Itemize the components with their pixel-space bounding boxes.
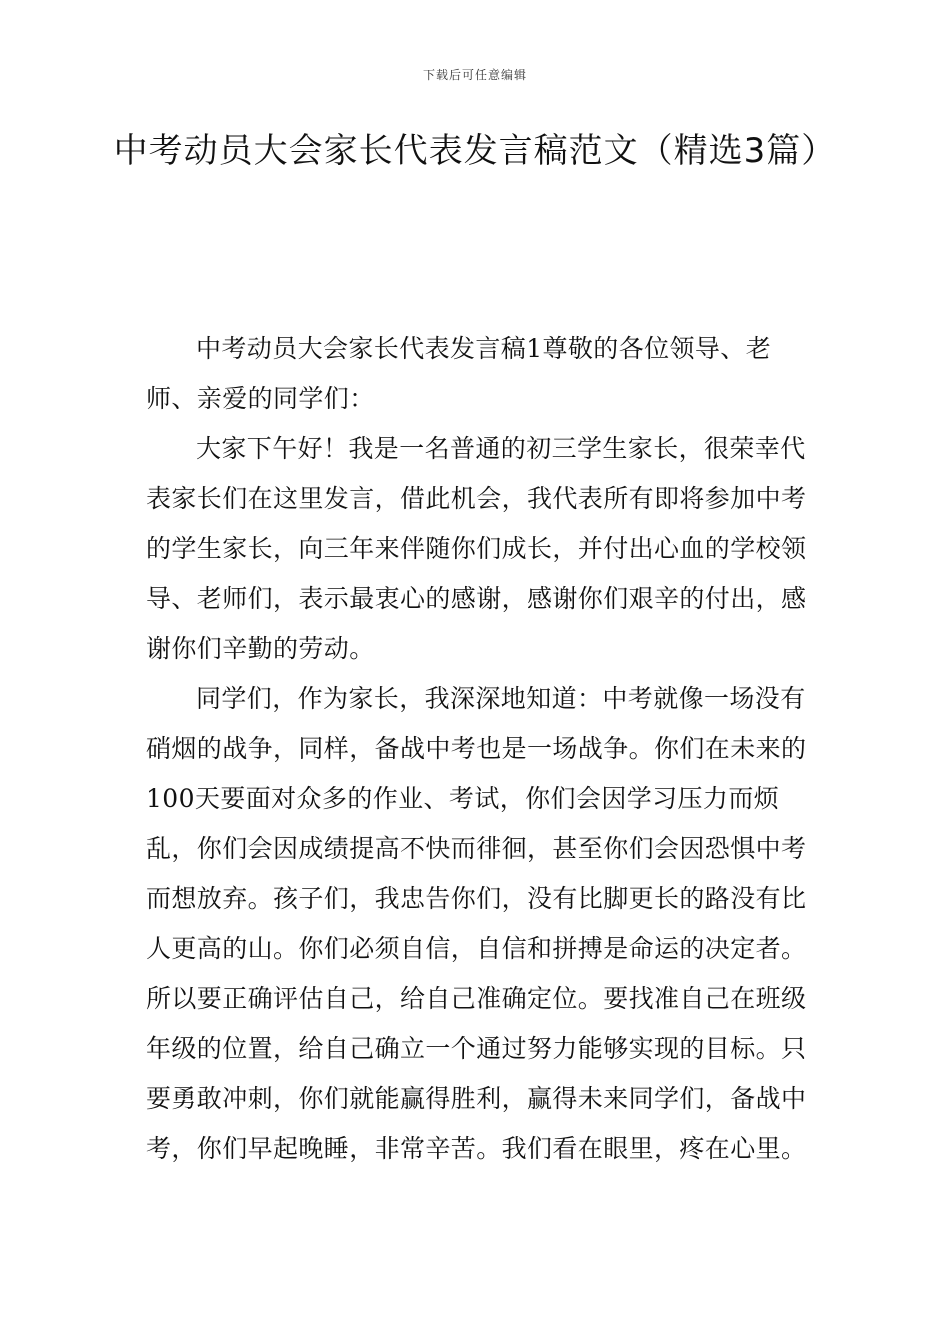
paragraph-encouragement: 同学们，作为家长，我深深地知道：中考就像一场没有硝烟的战争，同样，备战中考也是一场战争。你们在未来的100天要面对众多的作业、考试，你们会因学习压力而烦乱，你们会因成绩提高不快而徘徊，甚至你们会因恐惧中考而想放弃。孩子们，我忠告你们，没有比脚更长的路没有比人更高的山。你们必须自信，自信和拼搏是命运的决定者。所以要正确评估自己，给自己准确定位。要找准自己在班级年级的位置，给自己确立一个通过努力能够实现的目标。只要勇敢冲刺，你们就能赢得胜利，赢得未来同学们，备战中考，你们早起晚睡，非常辛苦。我们看在眼里，疼在心里。 xyxy=(146,684,807,1163)
header-note: 下载后可任意编辑 xyxy=(422,68,527,82)
document-title: 中考动员大会家长代表发言稿范文（精选3篇） xyxy=(113,131,837,171)
paragraph-greeting: 大家下午好！我是一名普通的初三学生家长，很荣幸代表家长们在这里发言，借此机会，我代表所有即将参加中考的学生家长，向三年来伴随你们成长，并付出心血的学校领导、老师们，表示最衷心的感谢，感谢你们艰辛的付出，感谢你们辛勤的劳动。 xyxy=(146,434,807,663)
document-body xyxy=(146,324,818,1174)
paragraph-salutation: 中考动员大会家长代表发言稿1尊敬的各位领导、老师、亲爱的同学们： xyxy=(146,334,772,413)
